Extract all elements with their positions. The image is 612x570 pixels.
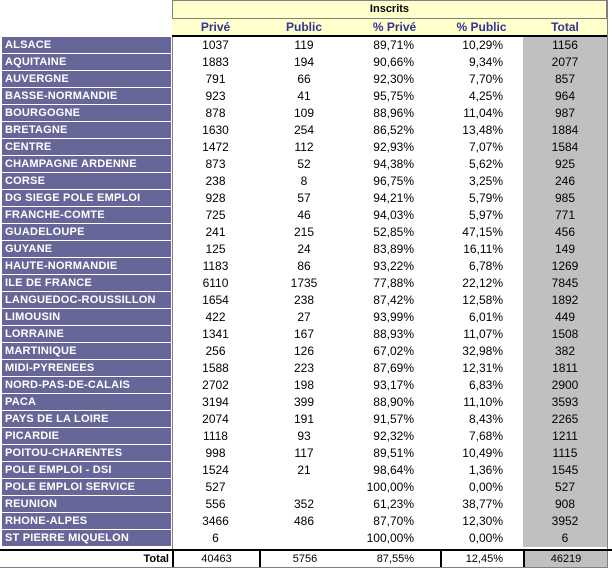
cell-public[interactable]: 27 xyxy=(259,309,349,326)
cell-pct-prive[interactable]: 88,96% xyxy=(349,105,440,122)
region-cell[interactable]: BRETAGNE xyxy=(2,122,172,139)
cell-pct-prive[interactable]: 93,99% xyxy=(349,309,440,326)
cell-public[interactable]: 46 xyxy=(259,207,349,224)
cell-total[interactable]: 925 xyxy=(523,156,607,173)
cell-pct-prive[interactable]: 88,93% xyxy=(349,326,440,343)
cell-pct-prive[interactable]: 61,23% xyxy=(349,496,440,513)
cell-pct-public[interactable]: 11,04% xyxy=(440,105,523,122)
region-cell[interactable]: POLE EMPLOI - DSI xyxy=(2,462,172,479)
cell-public[interactable]: 86 xyxy=(259,258,349,275)
cell-public[interactable]: 66 xyxy=(259,71,349,88)
column-header-prive[interactable]: Privé xyxy=(172,19,259,37)
cell-prive[interactable]: 422 xyxy=(172,309,259,326)
cell-pct-prive[interactable]: 94,03% xyxy=(349,207,440,224)
region-cell[interactable]: CHAMPAGNE ARDENNE xyxy=(2,156,172,173)
cell-total[interactable]: 964 xyxy=(523,88,607,105)
cell-public[interactable]: 52 xyxy=(259,156,349,173)
table-row xyxy=(0,173,612,190)
region-cell[interactable]: CORSE xyxy=(2,173,172,190)
table-row xyxy=(0,394,612,411)
total-label[interactable]: Total xyxy=(143,553,169,565)
region-cell[interactable]: REUNION xyxy=(2,496,172,513)
region-cell[interactable]: GUADELOUPE xyxy=(2,224,172,241)
cell-total[interactable]: 987 xyxy=(523,105,607,122)
cell-pct-public[interactable]: 0,00% xyxy=(440,479,523,496)
column-header-pct-prive[interactable]: % Privé xyxy=(349,19,440,37)
cell-pct-public[interactable]: 3,25% xyxy=(440,173,523,190)
cell-public[interactable]: 57 xyxy=(259,190,349,207)
cell-total[interactable]: 1884 xyxy=(523,122,607,139)
region-cell[interactable]: BOURGOGNE xyxy=(2,105,172,122)
column-header-total[interactable]: Total xyxy=(523,19,607,37)
cell-pct-prive[interactable]: 86,52% xyxy=(349,122,440,139)
cell-pct-prive[interactable]: 89,51% xyxy=(349,445,440,462)
group-header-inscrits[interactable]: Inscrits xyxy=(172,0,607,19)
table-row xyxy=(0,360,612,377)
cell-pct-prive[interactable]: 92,93% xyxy=(349,139,440,156)
cell-total[interactable]: 1211 xyxy=(523,428,607,445)
cell-total[interactable]: 857 xyxy=(523,71,607,88)
cell-prive[interactable]: 3194 xyxy=(172,394,259,411)
cell-total[interactable]: 3593 xyxy=(523,394,607,411)
cell-prive[interactable]: 928 xyxy=(172,190,259,207)
cell-pct-public[interactable]: 4,25% xyxy=(440,88,523,105)
cell-total[interactable]: 382 xyxy=(523,343,607,360)
cell-pct-public[interactable]: 7,70% xyxy=(440,71,523,88)
cell-public[interactable]: 41 xyxy=(259,88,349,105)
cell-prive[interactable]: 3466 xyxy=(172,513,259,530)
cell-pct-prive[interactable]: 91,57% xyxy=(349,411,440,428)
cell-prive[interactable]: 556 xyxy=(172,496,259,513)
region-cell[interactable]: PACA xyxy=(2,394,172,411)
region-cell[interactable]: AUVERGNE xyxy=(2,71,172,88)
cell-prive[interactable]: 878 xyxy=(172,105,259,122)
cell-pct-public[interactable]: 5,62% xyxy=(440,156,523,173)
cell-prive[interactable]: 527 xyxy=(172,479,259,496)
cell-prive[interactable]: 725 xyxy=(172,207,259,224)
cell-pct-prive[interactable]: 52,85% xyxy=(349,224,440,241)
cell-pct-public[interactable]: 47,15% xyxy=(440,224,523,241)
region-cell[interactable]: POITOU-CHARENTES xyxy=(2,445,172,462)
cell-prive[interactable]: 998 xyxy=(172,445,259,462)
cell-pct-public[interactable]: 12,58% xyxy=(440,292,523,309)
region-cell[interactable]: DG SIEGE POLE EMPLOI xyxy=(2,190,172,207)
cell-pct-prive[interactable]: 98,64% xyxy=(349,462,440,479)
cell-total[interactable]: 2077 xyxy=(523,54,607,71)
cell-pct-prive[interactable]: 94,21% xyxy=(349,190,440,207)
table-row xyxy=(0,224,612,241)
region-cell[interactable]: PICARDIE xyxy=(2,428,172,445)
cell-pct-public[interactable]: 5,79% xyxy=(440,190,523,207)
cell-total[interactable]: 1892 xyxy=(523,292,607,309)
cell-total[interactable]: 7845 xyxy=(523,275,607,292)
cell-public[interactable]: 238 xyxy=(259,292,349,309)
cell-pct-prive[interactable]: 88,90% xyxy=(349,394,440,411)
table-row xyxy=(0,530,612,547)
cell-pct-public[interactable]: 0,00% xyxy=(440,530,523,547)
cell-pct-public[interactable]: 6,01% xyxy=(440,309,523,326)
cell-pct-public[interactable]: 38,77% xyxy=(440,496,523,513)
region-cell[interactable]: FRANCHE-COMTE xyxy=(2,207,172,224)
table-row xyxy=(0,411,612,428)
region-cell[interactable]: LORRAINE xyxy=(2,326,172,343)
cell-total[interactable]: 985 xyxy=(523,190,607,207)
cell-pct-prive[interactable]: 94,38% xyxy=(349,156,440,173)
cell-pct-prive[interactable]: 87,69% xyxy=(349,360,440,377)
cell-prive[interactable]: 791 xyxy=(172,71,259,88)
table-row xyxy=(0,156,612,173)
cell-total[interactable]: 2900 xyxy=(523,377,607,394)
region-cell[interactable]: LANGUEDOC-ROUSSILLON xyxy=(2,292,172,309)
table-row xyxy=(0,479,612,496)
cell-total[interactable]: 246 xyxy=(523,173,607,190)
total-pct-prive[interactable]: 87,55% xyxy=(376,553,414,565)
cell-public[interactable]: 191 xyxy=(259,411,349,428)
cell-public[interactable]: 486 xyxy=(259,513,349,530)
cell-prive[interactable]: 2702 xyxy=(172,377,259,394)
grid-line xyxy=(172,37,173,549)
cell-total[interactable]: 2265 xyxy=(523,411,607,428)
table-row xyxy=(0,139,612,156)
cell-pct-prive[interactable]: 89,71% xyxy=(349,37,440,54)
cell-public[interactable]: 198 xyxy=(259,377,349,394)
table-row xyxy=(0,88,612,105)
column-header-pct-public[interactable]: % Public xyxy=(440,19,523,37)
cell-pct-prive[interactable]: 77,88% xyxy=(349,275,440,292)
table-row xyxy=(0,292,612,309)
cell-total[interactable]: 908 xyxy=(523,496,607,513)
cell-public[interactable]: 1735 xyxy=(259,275,349,292)
region-cell[interactable]: CENTRE xyxy=(2,139,172,156)
region-cell[interactable]: GUYANE xyxy=(2,241,172,258)
cell-prive[interactable]: 1472 xyxy=(172,139,259,156)
cell-prive[interactable]: 1037 xyxy=(172,37,259,54)
table-row xyxy=(0,275,612,292)
cell-pct-public[interactable]: 10,29% xyxy=(440,37,523,54)
cell-pct-public[interactable]: 5,97% xyxy=(440,207,523,224)
cell-total[interactable]: 1811 xyxy=(523,360,607,377)
table-row xyxy=(0,309,612,326)
cell-pct-public[interactable]: 11,07% xyxy=(440,326,523,343)
cell-prive[interactable]: 1118 xyxy=(172,428,259,445)
table-row xyxy=(0,513,612,530)
table-row xyxy=(0,241,612,258)
cell-prive[interactable]: 2074 xyxy=(172,411,259,428)
cell-pct-prive[interactable]: 83,89% xyxy=(349,241,440,258)
table-row xyxy=(0,190,612,207)
cell-pct-public[interactable]: 12,31% xyxy=(440,360,523,377)
total-pct-public[interactable]: 12,45% xyxy=(440,551,523,568)
cell-public[interactable]: 109 xyxy=(259,105,349,122)
region-cell[interactable]: AQUITAINE xyxy=(2,54,172,71)
cell-public[interactable]: 167 xyxy=(259,326,349,343)
cell-prive[interactable]: 1524 xyxy=(172,462,259,479)
total-prive[interactable]: 40463 xyxy=(172,551,259,568)
cell-public[interactable]: 24 xyxy=(259,241,349,258)
cell-total[interactable]: 1584 xyxy=(523,139,607,156)
cell-pct-public[interactable]: 9,34% xyxy=(440,54,523,71)
region-cell[interactable]: RHONE-ALPES xyxy=(2,513,172,530)
cell-pct-public[interactable]: 6,78% xyxy=(440,258,523,275)
cell-public[interactable]: 117 xyxy=(259,445,349,462)
cell-pct-prive[interactable]: 90,66% xyxy=(349,54,440,71)
cell-pct-public[interactable]: 1,36% xyxy=(440,462,523,479)
region-cell[interactable]: HAUTE-NORMANDIE xyxy=(2,258,172,275)
cell-prive[interactable]: 1588 xyxy=(172,360,259,377)
cell-public[interactable] xyxy=(259,479,349,496)
region-cell[interactable]: ALSACE xyxy=(2,37,172,54)
cell-prive[interactable]: 6110 xyxy=(172,275,259,292)
cell-prive[interactable]: 125 xyxy=(172,241,259,258)
cell-pct-prive[interactable]: 96,75% xyxy=(349,173,440,190)
cell-prive[interactable]: 1883 xyxy=(172,54,259,71)
table-row xyxy=(0,326,612,343)
cell-pct-public[interactable]: 10,49% xyxy=(440,445,523,462)
cell-pct-public[interactable]: 22,12% xyxy=(440,275,523,292)
cell-total[interactable]: 1508 xyxy=(523,326,607,343)
cell-total[interactable]: 1545 xyxy=(523,462,607,479)
cell-pct-prive[interactable]: 92,30% xyxy=(349,71,440,88)
cell-pct-public[interactable]: 11,10% xyxy=(440,394,523,411)
column-header-public[interactable]: Public xyxy=(259,19,349,37)
cell-total[interactable]: 527 xyxy=(523,479,607,496)
table-row xyxy=(0,122,612,139)
cell-prive[interactable]: 873 xyxy=(172,156,259,173)
total-total[interactable]: 46219 xyxy=(523,551,607,568)
cell-pct-prive[interactable]: 92,32% xyxy=(349,428,440,445)
region-cell[interactable]: NORD-PAS-DE-CALAIS xyxy=(2,377,172,394)
cell-pct-prive[interactable]: 100,00% xyxy=(349,530,440,547)
cell-pct-prive[interactable]: 87,42% xyxy=(349,292,440,309)
region-cell[interactable]: ILE DE FRANCE xyxy=(2,275,172,292)
table-row xyxy=(0,37,612,54)
cell-pct-prive[interactable]: 87,70% xyxy=(349,513,440,530)
cell-public[interactable]: 215 xyxy=(259,224,349,241)
table-row xyxy=(0,377,612,394)
table-row xyxy=(0,445,612,462)
region-cell[interactable]: MARTINIQUE xyxy=(2,343,172,360)
cell-public[interactable]: 126 xyxy=(259,343,349,360)
cell-total[interactable]: 449 xyxy=(523,309,607,326)
cell-prive[interactable]: 6 xyxy=(172,530,259,547)
cell-public[interactable]: 119 xyxy=(259,37,349,54)
total-public[interactable]: 5756 xyxy=(259,551,349,568)
region-cell[interactable]: MIDI-PYRENEES xyxy=(2,360,172,377)
region-cell[interactable]: LIMOUSIN xyxy=(2,309,172,326)
cell-public[interactable]: 194 xyxy=(259,54,349,71)
cell-pct-prive[interactable]: 67,02% xyxy=(349,343,440,360)
cell-pct-public[interactable]: 6,83% xyxy=(440,377,523,394)
cell-pct-public[interactable]: 12,30% xyxy=(440,513,523,530)
cell-total[interactable]: 1269 xyxy=(523,258,607,275)
cell-prive[interactable]: 1654 xyxy=(172,292,259,309)
region-cell[interactable]: BASSE-NORMANDIE xyxy=(2,88,172,105)
cell-total[interactable]: 1115 xyxy=(523,445,607,462)
cell-prive[interactable]: 241 xyxy=(172,224,259,241)
cell-total[interactable]: 6 xyxy=(523,530,607,547)
cell-prive[interactable]: 1183 xyxy=(172,258,259,275)
cell-pct-public[interactable]: 7,07% xyxy=(440,139,523,156)
table-row xyxy=(0,207,612,224)
table-row xyxy=(0,54,612,71)
cell-pct-prive[interactable]: 100,00% xyxy=(349,479,440,496)
table-row xyxy=(0,105,612,122)
cell-prive[interactable]: 1341 xyxy=(172,326,259,343)
cell-pct-public[interactable]: 32,98% xyxy=(440,343,523,360)
cell-public[interactable]: 21 xyxy=(259,462,349,479)
cell-pct-prive[interactable]: 95,75% xyxy=(349,88,440,105)
region-cell[interactable]: POLE EMPLOI SERVICE xyxy=(2,479,172,496)
cell-public[interactable]: 112 xyxy=(259,139,349,156)
region-cell[interactable]: PAYS DE LA LOIRE xyxy=(2,411,172,428)
cell-total[interactable]: 456 xyxy=(523,224,607,241)
cell-public[interactable]: 93 xyxy=(259,428,349,445)
table-row xyxy=(0,496,612,513)
table-row xyxy=(0,258,612,275)
cell-total[interactable]: 3952 xyxy=(523,513,607,530)
table-row xyxy=(0,71,612,88)
cell-pct-public[interactable]: 8,43% xyxy=(440,411,523,428)
cell-total[interactable]: 149 xyxy=(523,241,607,258)
cell-public[interactable]: 223 xyxy=(259,360,349,377)
cell-public[interactable]: 254 xyxy=(259,122,349,139)
cell-pct-prive[interactable]: 93,22% xyxy=(349,258,440,275)
region-cell[interactable]: ST PIERRE MIQUELON xyxy=(2,530,172,547)
grid-line xyxy=(0,567,608,568)
cell-prive[interactable]: 238 xyxy=(172,173,259,190)
cell-pct-public[interactable]: 13,48% xyxy=(440,122,523,139)
table-row xyxy=(0,343,612,360)
cell-pct-prive[interactable]: 93,17% xyxy=(349,377,440,394)
grid-line xyxy=(607,0,608,568)
cell-total[interactable]: 1156 xyxy=(523,37,607,54)
cell-public[interactable]: 399 xyxy=(259,394,349,411)
cell-public[interactable]: 8 xyxy=(259,173,349,190)
cell-pct-public[interactable]: 16,11% xyxy=(440,241,523,258)
cell-public[interactable]: 352 xyxy=(259,496,349,513)
cell-prive[interactable]: 256 xyxy=(172,343,259,360)
table-row xyxy=(0,428,612,445)
cell-prive[interactable]: 1630 xyxy=(172,122,259,139)
total-row xyxy=(0,549,612,568)
cell-total[interactable]: 771 xyxy=(523,207,607,224)
cell-public[interactable] xyxy=(259,530,349,547)
table-row xyxy=(0,462,612,479)
cell-prive[interactable]: 923 xyxy=(172,88,259,105)
cell-pct-public[interactable]: 7,68% xyxy=(440,428,523,445)
